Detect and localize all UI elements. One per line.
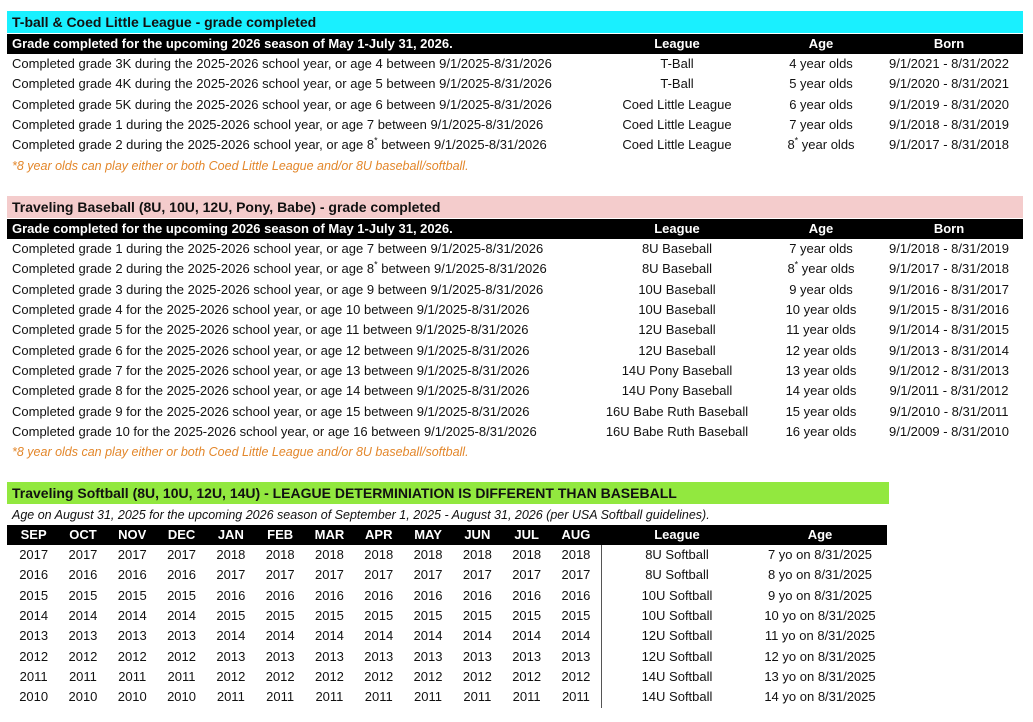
row-age: 6 year olds <box>789 97 853 112</box>
birth-year-cell: 2011 <box>364 689 393 705</box>
row-age: 11 year olds <box>786 322 856 337</box>
birth-year-cell: 2018 <box>512 547 542 562</box>
row-age: 10 yo on 8/31/2025 <box>764 607 876 623</box>
birth-year-cell: 2016 <box>512 587 542 603</box>
birth-year-cell: 2011 <box>561 689 590 705</box>
row-age: 8* year olds <box>787 259 855 276</box>
header-league: League <box>654 527 700 542</box>
row-league: 12U Baseball <box>638 343 716 358</box>
birth-year-cell: 2012 <box>265 668 295 684</box>
birth-year-cell: 2012 <box>216 668 246 684</box>
table-row <box>7 320 1023 340</box>
row-league: 10U Softball <box>641 587 713 603</box>
birth-year-cell: 2018 <box>216 547 246 562</box>
row-desc: Completed grade 4 for the 2025-2026 school year, or age 10 between 9/1/2025-8/31/2026 <box>12 302 530 317</box>
month-header-apr: APR <box>365 527 393 542</box>
birth-year-cell: 2011 <box>414 689 443 705</box>
birth-year-cell: 2014 <box>413 628 443 644</box>
table-row <box>7 545 887 565</box>
row-age: 10 year olds <box>785 302 857 317</box>
row-league: 12U Softball <box>641 648 713 664</box>
birth-year-cell: 2014 <box>117 607 147 623</box>
row-born: 9/1/2016 - 8/31/2017 <box>889 282 1009 297</box>
row-league: 12U Baseball <box>638 322 716 337</box>
row-league: Coed Little League <box>622 117 732 132</box>
month-header-mar: MAR <box>314 527 345 542</box>
row-age: 14 yo on 8/31/2025 <box>764 689 876 705</box>
table-row <box>7 239 1023 259</box>
row-desc: Completed grade 4K during the 2025-2026 school year, or age 5 between 9/1/2025-8/31/2026 <box>12 76 552 91</box>
birth-year-cell: 2012 <box>19 648 49 664</box>
table-row <box>7 565 887 585</box>
birth-year-cell: 2015 <box>561 607 591 623</box>
row-league: 8U Baseball <box>641 241 713 256</box>
birth-year-cell: 2011 <box>266 689 295 705</box>
row-desc: Completed grade 3 during the 2025-2026 school year, or age 9 between 9/1/2025-8/31/2026 <box>12 282 544 297</box>
table-row <box>7 74 1023 94</box>
birth-year-cell: 2012 <box>462 668 492 684</box>
row-born: 9/1/2010 - 8/31/2011 <box>889 404 1009 419</box>
row-born: 9/1/2014 - 8/31/2015 <box>889 322 1009 337</box>
birth-year-cell: 2013 <box>364 648 394 664</box>
month-header-feb: FEB <box>267 527 294 542</box>
birth-year-cell: 2014 <box>512 628 542 644</box>
birth-year-cell: 2013 <box>413 648 443 664</box>
birth-year-cell: 2018 <box>413 547 443 562</box>
birth-year-cell: 2018 <box>561 547 591 562</box>
row-desc: Completed grade 5 for the 2025-2026 school year, or age 11 between 9/1/2025-8/31/2026 <box>12 322 529 337</box>
row-desc: Completed grade 10 for the 2025-2026 school year, or age 16 between 9/1/2025-8/31/2026 <box>12 424 537 439</box>
birth-year-cell: 2015 <box>413 607 443 623</box>
footnote-marker: * <box>374 259 378 270</box>
row-league: 14U Pony Baseball <box>621 383 733 398</box>
table-row <box>7 422 1023 442</box>
row-age: 16 year olds <box>785 424 857 439</box>
birth-year-cell: 2015 <box>314 607 344 623</box>
header-age: Age <box>808 36 834 51</box>
birth-year-cell: 2017 <box>19 547 49 562</box>
row-league: 14U Softball <box>641 668 713 684</box>
birth-year-cell: 2017 <box>117 547 147 562</box>
month-header-nov: NOV <box>118 527 147 542</box>
birth-year-cell: 2018 <box>462 547 492 562</box>
row-league: 14U Pony Baseball <box>621 363 733 378</box>
row-league: 8U Baseball <box>641 261 713 276</box>
row-league: 10U Baseball <box>638 282 716 297</box>
row-desc: Completed grade 9 for the 2025-2026 school year, or age 15 between 9/1/2025-8/31/2026 <box>12 404 530 419</box>
birth-year-cell: 2013 <box>19 628 49 644</box>
birth-year-cell: 2011 <box>463 689 492 705</box>
softball-header-row <box>7 525 887 545</box>
birth-year-cell: 2015 <box>265 607 295 623</box>
table-row <box>7 280 1023 300</box>
birth-year-cell: 2017 <box>167 547 196 562</box>
month-header-may: MAY <box>414 527 442 542</box>
tball-footnote: *8 year olds can play either or both Coed Little League and/or 8U baseball/softball. <box>12 159 469 173</box>
row-born: 9/1/2017 - 8/31/2018 <box>889 261 1009 276</box>
month-header-dec: DEC <box>167 527 196 542</box>
row-desc: Completed grade 6 for the 2025-2026 school year, or age 12 between 9/1/2025-8/31/2026 <box>12 343 530 358</box>
birth-year-cell: 2017 <box>265 567 295 583</box>
birth-year-cell: 2014 <box>462 628 492 644</box>
table-row <box>7 647 887 667</box>
month-header-jan: JAN <box>217 527 244 542</box>
month-header-sep: SEP <box>20 527 47 542</box>
birth-year-cell: 2013 <box>68 628 98 644</box>
row-league: Coed Little League <box>622 137 732 152</box>
row-desc: Completed grade 5K during the 2025-2026 school year, or age 6 between 9/1/2025-8/31/2026 <box>12 97 552 112</box>
row-age: 11 yo on 8/31/2025 <box>764 628 876 644</box>
birth-year-cell: 2012 <box>364 668 394 684</box>
month-header-oct: OCT <box>69 527 97 542</box>
birth-year-cell: 2016 <box>117 567 147 583</box>
header-age: Age <box>808 221 834 236</box>
birth-year-cell: 2014 <box>561 628 591 644</box>
tball-header-row <box>7 34 1023 54</box>
row-born: 9/1/2017 - 8/31/2018 <box>889 137 1009 152</box>
row-age: 8 yo on 8/31/2025 <box>767 567 873 583</box>
header-age: Age <box>807 527 833 542</box>
softball-subtitle: Age on August 31, 2025 for the upcoming 2026 season of September 1, 2025 - August 31, 2026 (per USA Softball guidelines). <box>12 508 710 522</box>
header-desc: Grade completed for the upcoming 2026 season of May 1-July 31, 2026. <box>12 36 453 51</box>
baseball-header-row <box>7 219 1023 239</box>
row-born: 9/1/2019 - 8/31/2020 <box>889 97 1009 112</box>
birth-year-cell: 2016 <box>364 587 394 603</box>
birth-year-cell: 2014 <box>265 628 295 644</box>
row-league: Coed Little League <box>622 97 732 112</box>
row-age: 13 yo on 8/31/2025 <box>764 668 876 684</box>
birth-year-cell: 2016 <box>265 587 295 603</box>
tball-section-title: T-ball & Coed Little League - grade completed <box>7 11 1023 33</box>
row-desc: Completed grade 8 for the 2025-2026 school year, or age 14 between 9/1/2025-8/31/2026 <box>12 383 530 398</box>
birth-year-cell: 2013 <box>561 648 591 664</box>
birth-year-cell: 2016 <box>462 587 492 603</box>
row-age: 5 year olds <box>789 76 853 91</box>
header-desc: Grade completed for the upcoming 2026 season of May 1-July 31, 2026. <box>12 221 453 236</box>
table-row <box>7 95 1023 115</box>
birth-year-cell: 2013 <box>512 648 542 664</box>
birth-year-cell: 2013 <box>462 648 492 664</box>
birth-year-cell: 2017 <box>512 567 542 583</box>
row-league: 16U Babe Ruth Baseball <box>605 424 749 439</box>
birth-year-cell: 2017 <box>314 567 344 583</box>
row-age: 9 year olds <box>789 282 853 297</box>
birth-year-cell: 2017 <box>216 567 246 583</box>
footnote-marker: * <box>794 135 799 146</box>
row-league: 16U Babe Ruth Baseball <box>605 404 749 419</box>
row-desc: Completed grade 1 during the 2025-2026 school year, or age 7 between 9/1/2025-8/31/2026 <box>12 117 544 132</box>
table-row <box>7 381 1023 401</box>
birth-year-cell: 2015 <box>117 587 147 603</box>
row-age: 14 year olds <box>785 383 857 398</box>
birth-year-cell: 2012 <box>167 648 196 664</box>
birth-year-cell: 2012 <box>314 668 344 684</box>
birth-year-cell: 2010 <box>117 689 147 705</box>
header-league: League <box>654 36 700 51</box>
birth-year-cell: 2013 <box>314 648 344 664</box>
row-league: T-Ball <box>660 76 694 91</box>
birth-year-cell: 2011 <box>512 689 541 705</box>
row-age: 12 yo on 8/31/2025 <box>764 648 876 664</box>
birth-year-cell: 2015 <box>167 587 196 603</box>
birth-year-cell: 2018 <box>364 547 394 562</box>
birth-year-cell: 2014 <box>216 628 246 644</box>
birth-year-cell: 2015 <box>68 587 98 603</box>
birth-year-cell: 2010 <box>19 689 49 705</box>
month-header-aug: AUG <box>561 527 591 542</box>
birth-year-cell: 2011 <box>118 668 147 684</box>
birth-year-cell: 2014 <box>167 607 196 623</box>
row-born: 9/1/2012 - 8/31/2013 <box>889 363 1009 378</box>
month-header-jul: JUL <box>514 527 539 542</box>
table-row <box>7 606 887 626</box>
birth-year-cell: 2013 <box>167 628 196 644</box>
row-born: 9/1/2009 - 8/31/2010 <box>889 424 1009 439</box>
birth-year-cell: 2016 <box>167 567 196 583</box>
row-age: 7 yo on 8/31/2025 <box>767 547 873 562</box>
birth-year-cell: 2013 <box>117 628 147 644</box>
table-row <box>7 361 1023 381</box>
birth-year-cell: 2018 <box>265 547 295 562</box>
birth-year-cell: 2012 <box>561 668 591 684</box>
birth-year-cell: 2011 <box>68 668 97 684</box>
birth-year-cell: 2014 <box>364 628 394 644</box>
row-desc: Completed grade 2 during the 2025-2026 school year, or age 8* between 9/1/2025-8/31/2026 <box>12 135 547 152</box>
row-league: 12U Softball <box>641 628 713 644</box>
row-league: 10U Baseball <box>638 302 716 317</box>
baseball-footnote: *8 year olds can play either or both Coed Little League and/or 8U baseball/softball. <box>12 445 469 459</box>
footnote-marker: * <box>794 259 799 270</box>
table-row <box>7 300 1023 320</box>
row-league: 14U Softball <box>641 689 713 705</box>
row-born: 9/1/2011 - 8/31/2012 <box>889 383 1009 398</box>
birth-year-cell: 2015 <box>19 587 49 603</box>
birth-year-cell: 2014 <box>19 607 49 623</box>
birth-year-cell: 2012 <box>413 668 443 684</box>
row-league: 8U Softball <box>645 567 709 583</box>
birth-year-cell: 2010 <box>167 689 196 705</box>
table-row <box>7 341 1023 361</box>
birth-year-cell: 2015 <box>364 607 394 623</box>
birth-year-cell: 2014 <box>68 607 98 623</box>
row-league: T-Ball <box>660 56 694 71</box>
birth-year-cell: 2017 <box>68 547 98 562</box>
table-row <box>7 586 887 606</box>
birth-year-cell: 2010 <box>68 689 98 705</box>
birth-year-cell: 2011 <box>216 689 245 705</box>
birth-year-cell: 2015 <box>512 607 542 623</box>
header-born: Born <box>933 221 965 236</box>
row-desc: Completed grade 2 during the 2025-2026 school year, or age 8* between 9/1/2025-8/31/2026 <box>12 259 547 276</box>
row-desc: Completed grade 3K during the 2025-2026 school year, or age 4 between 9/1/2025-8/31/2026 <box>12 56 552 71</box>
row-desc: Completed grade 7 for the 2025-2026 school year, or age 13 between 9/1/2025-8/31/2026 <box>12 363 530 378</box>
table-row <box>7 402 1023 422</box>
row-league: 8U Softball <box>645 547 709 562</box>
softball-section-title: Traveling Softball (8U, 10U, 12U, 14U) - LEAGUE DETERMINIATION IS DIFFERENT THAN BASEBALL <box>7 482 889 504</box>
row-age: 9 yo on 8/31/2025 <box>767 587 873 603</box>
birth-year-cell: 2013 <box>216 648 246 664</box>
birth-year-cell: 2017 <box>364 567 394 583</box>
birth-year-cell: 2012 <box>68 648 98 664</box>
birth-year-cell: 2016 <box>216 587 246 603</box>
birth-year-cell: 2014 <box>314 628 344 644</box>
table-row <box>7 54 1023 74</box>
footnote-marker: * <box>374 135 378 146</box>
row-born: 9/1/2018 - 8/31/2019 <box>889 117 1009 132</box>
row-born: 9/1/2018 - 8/31/2019 <box>889 241 1009 256</box>
birth-year-cell: 2011 <box>19 668 48 684</box>
table-row <box>7 667 887 687</box>
row-born: 9/1/2020 - 8/31/2021 <box>889 76 1009 91</box>
table-row <box>7 626 887 646</box>
header-born: Born <box>933 36 965 51</box>
birth-year-cell: 2018 <box>314 547 344 562</box>
table-row <box>7 115 1023 135</box>
birth-year-cell: 2017 <box>413 567 443 583</box>
row-born: 9/1/2015 - 8/31/2016 <box>889 302 1009 317</box>
birth-year-cell: 2016 <box>19 567 49 583</box>
row-desc: Completed grade 1 during the 2025-2026 school year, or age 7 between 9/1/2025-8/31/2026 <box>12 241 544 256</box>
birth-year-cell: 2012 <box>512 668 542 684</box>
birth-year-cell: 2016 <box>561 587 591 603</box>
table-row <box>7 135 1023 155</box>
birth-year-cell: 2013 <box>265 648 295 664</box>
row-age: 13 year olds <box>785 363 857 378</box>
row-league: 10U Softball <box>641 607 713 623</box>
birth-year-cell: 2015 <box>216 607 246 623</box>
baseball-section-title: Traveling Baseball (8U, 10U, 12U, Pony, Babe) - grade completed <box>7 196 1023 218</box>
row-born: 9/1/2013 - 8/31/2014 <box>889 343 1009 358</box>
birth-year-cell: 2015 <box>462 607 492 623</box>
birth-year-cell: 2011 <box>315 689 344 705</box>
row-age: 4 year olds <box>789 56 853 71</box>
softball-divider <box>601 545 602 708</box>
birth-year-cell: 2016 <box>314 587 344 603</box>
header-league: League <box>654 221 700 236</box>
table-row <box>7 687 887 707</box>
row-age: 8* year olds <box>787 135 855 152</box>
birth-year-cell: 2017 <box>561 567 591 583</box>
row-age: 7 year olds <box>789 117 853 132</box>
row-age: 15 year olds <box>785 404 857 419</box>
row-age: 12 year olds <box>785 343 857 358</box>
month-header-jun: JUN <box>464 527 491 542</box>
birth-year-cell: 2016 <box>413 587 443 603</box>
birth-year-cell: 2017 <box>462 567 492 583</box>
row-born: 9/1/2021 - 8/31/2022 <box>889 56 1009 71</box>
row-age: 7 year olds <box>789 241 853 256</box>
birth-year-cell: 2016 <box>68 567 98 583</box>
birth-year-cell: 2011 <box>167 668 196 684</box>
birth-year-cell: 2012 <box>117 648 147 664</box>
table-row <box>7 259 1023 279</box>
